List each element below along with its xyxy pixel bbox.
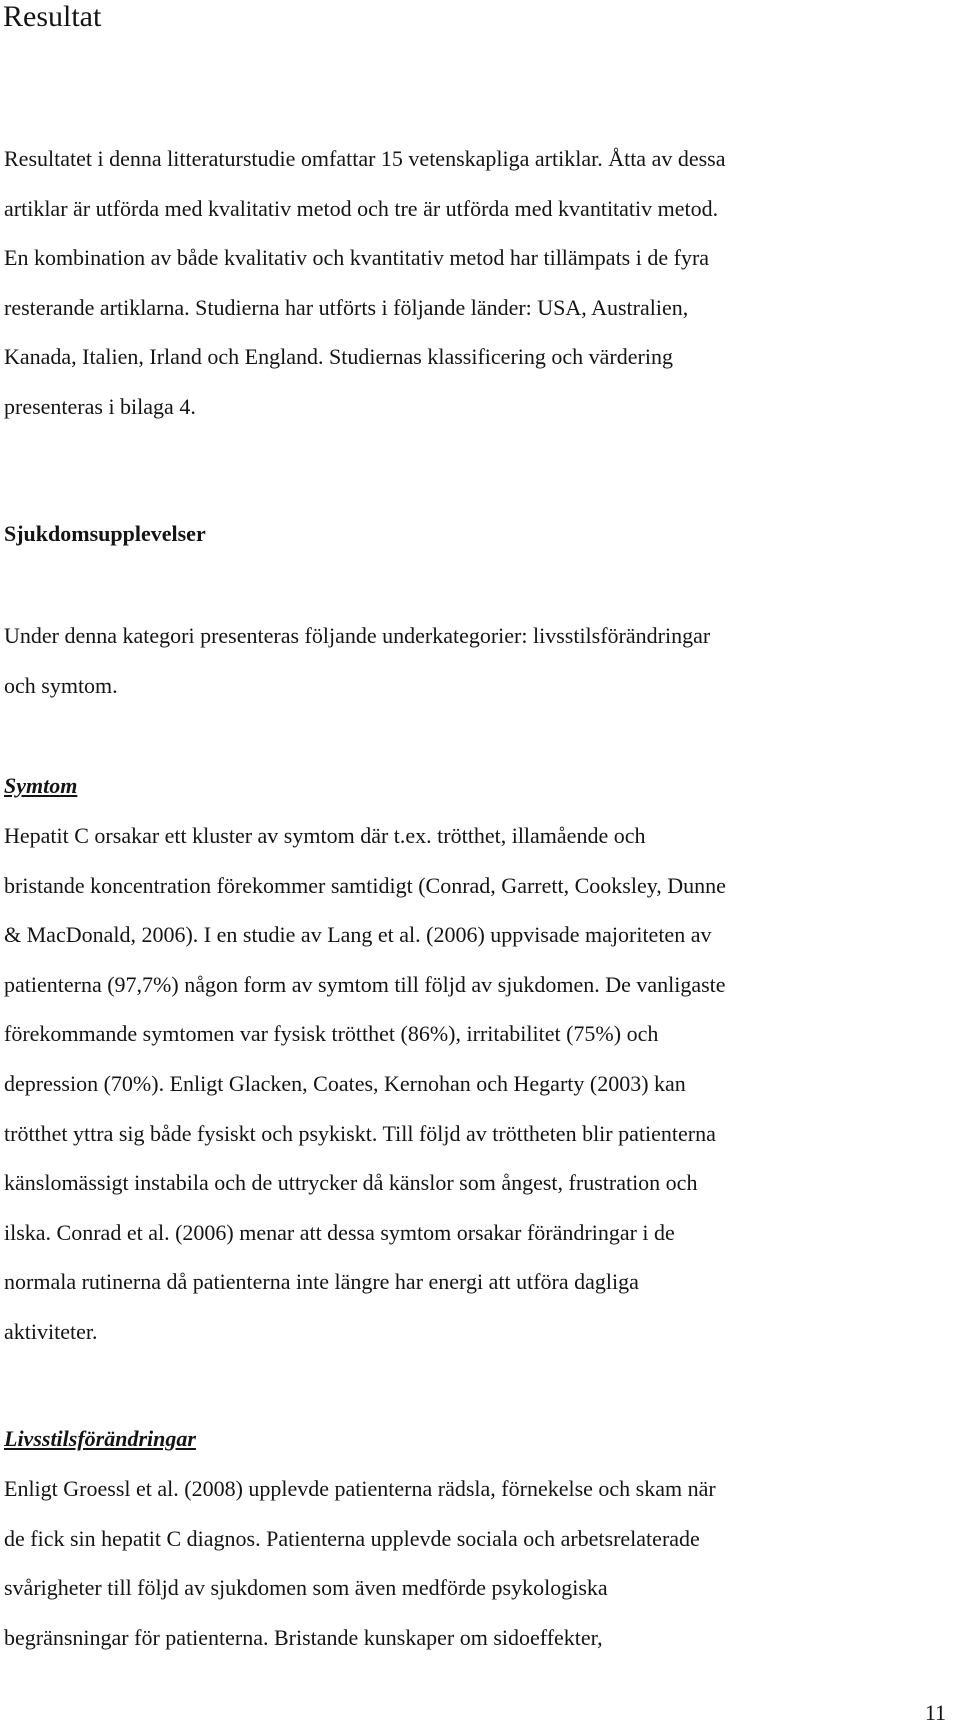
paragraph-line: känslomässigt instabila och de uttrycker då känslor som ångest, frustration och: [4, 1170, 698, 1196]
paragraph-line: förekommande symtomen var fysisk trötthet (86%), irritabilitet (75%) och: [4, 1021, 659, 1047]
intro-line: artiklar är utförda med kvalitativ metod och tre är utförda med kvantitativ metod.: [4, 195, 719, 221]
intro-line: presenteras i bilaga 4.: [4, 393, 196, 419]
paragraph-line: Enligt Groessl et al. (2008) upplevde patienterna rädsla, förnekelse och skam när: [4, 1476, 716, 1501]
paragraph-line: depression (70%). Enligt Glacken, Coates, Kernohan och Hegarty (2003) kan: [4, 1070, 686, 1096]
paragraph-line: de fick sin hepatit C diagnos. Patienterna upplevde sociala och arbetsrelaterade: [4, 1525, 700, 1551]
paragraph-line: och symtom.: [4, 672, 118, 698]
paragraph-line: aktiviteter.: [4, 1318, 98, 1344]
paragraph-line: patienterna (97,7%) någon form av symtom till följd av sjukdomen. De vanligaste: [4, 971, 726, 997]
section-heading-sjukdomsupplevelser: Sjukdomsupplevelser: [4, 521, 206, 546]
intro-line: Resultatet i denna litteraturstudie omfattar 15 vetenskapliga artiklar. Åtta av dessa: [4, 146, 726, 171]
paragraph-line: normala rutinerna då patienterna inte längre har energi att utföra dagliga: [4, 1269, 639, 1295]
section-heading-livsstilsforandringar: Livsstilsförändringar: [4, 1426, 196, 1451]
section-livsstilsforandringar-paragraph: [4, 1464, 954, 1662]
intro-line: resterande artiklarna. Studierna har utförts i följande länder: USA, Australien,: [4, 294, 689, 320]
page-number: 11: [924, 1700, 946, 1725]
section-heading-symtom: Symtom: [4, 773, 78, 798]
section-symtom-paragraph: [4, 811, 954, 1357]
paragraph-line: bristande koncentration förekommer samtidigt (Conrad, Garrett, Cooksley, Dunne: [4, 872, 726, 898]
paragraph-line: trötthet yttra sig både fysiskt och psykiskt. Till följd av tröttheten blir patienterna: [4, 1120, 716, 1146]
section-sjukdomsupplevelser-paragraph: [4, 611, 954, 710]
paragraph-line: Under denna kategori presenteras följande underkategorier: livsstilsförändringar: [4, 623, 711, 648]
paragraph-line: Hepatit C orsakar ett kluster av symtom där t.ex. trötthet, illamående och: [4, 823, 646, 848]
intro-line: En kombination av både kvalitativ och kvantitativ metod har tillämpats i de fyra: [4, 245, 710, 271]
paragraph-line: begränsningar för patienterna. Bristande kunskaper om sidoeffekter,: [4, 1624, 603, 1650]
intro-line: Kanada, Italien, Irland och England. Studiernas klassificering och värdering: [4, 344, 673, 370]
page-title: Resultat: [3, 0, 102, 33]
paragraph-line: ilska. Conrad et al. (2006) menar att dessa symtom orsakar förändringar i de: [4, 1219, 675, 1245]
intro-paragraph: [4, 134, 954, 432]
paragraph-line: & MacDonald, 2006). I en studie av Lang et al. (2006) uppvisade majoriteten av: [4, 922, 712, 948]
paragraph-line: svårigheter till följd av sjukdomen som även medförde psykologiska: [4, 1575, 608, 1601]
